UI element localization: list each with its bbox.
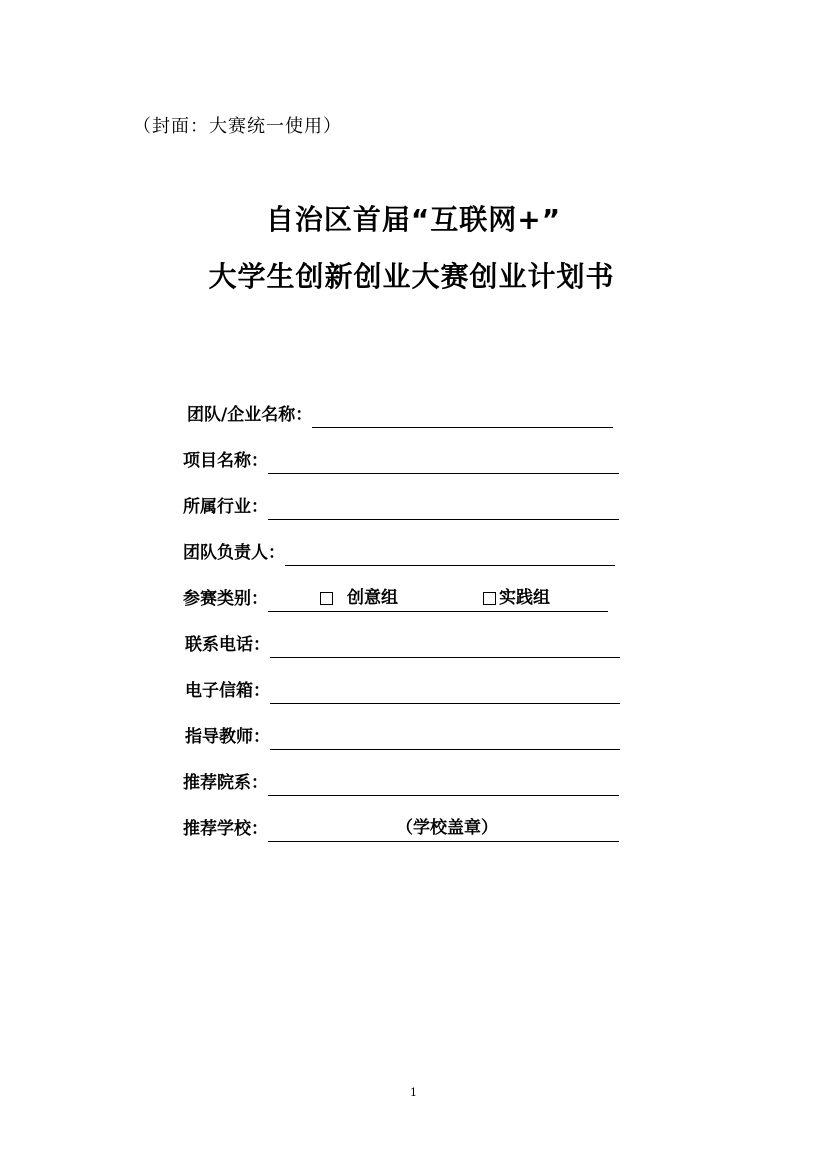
advisor-label: 指导教师： bbox=[185, 727, 270, 747]
page-number: 1 bbox=[410, 1086, 417, 1099]
field-industry bbox=[183, 492, 619, 520]
category-options bbox=[268, 587, 608, 612]
phone-input[interactable] bbox=[270, 633, 620, 658]
category-label: 参赛类别： bbox=[183, 589, 268, 609]
department-input[interactable] bbox=[268, 771, 619, 796]
school-label: 推荐学校： bbox=[183, 819, 268, 839]
industry-input[interactable] bbox=[268, 495, 619, 520]
document-title-line-2: 大学生创新创业大赛创业计划书 bbox=[208, 260, 615, 293]
cover-note: （封面：大赛统一使用） bbox=[133, 116, 342, 137]
field-team-name bbox=[187, 400, 613, 428]
advisor-input[interactable] bbox=[270, 725, 620, 750]
field-department bbox=[183, 768, 619, 796]
creative-group-checkbox[interactable] bbox=[320, 592, 333, 605]
email-label: 电子信箱： bbox=[185, 681, 270, 701]
practice-group-checkbox[interactable] bbox=[483, 592, 496, 605]
creative-group-label: 创意组 bbox=[347, 588, 398, 608]
team-leader-input[interactable] bbox=[285, 541, 615, 566]
field-team-leader bbox=[183, 538, 615, 566]
practice-group-label: 实践组 bbox=[499, 588, 550, 608]
document-title-line-1: 自治区首届“互联网+” bbox=[265, 203, 562, 236]
team-leader-label: 团队负责人： bbox=[183, 543, 285, 563]
field-project-name bbox=[183, 446, 619, 474]
email-input[interactable] bbox=[270, 679, 620, 704]
team-name-input[interactable] bbox=[312, 403, 613, 428]
school-input[interactable] bbox=[268, 817, 619, 842]
school-stamp-note: （学校盖章） bbox=[396, 818, 498, 838]
project-name-label: 项目名称： bbox=[183, 451, 268, 471]
field-school bbox=[183, 814, 619, 842]
industry-label: 所属行业： bbox=[183, 497, 268, 517]
field-phone bbox=[185, 630, 620, 658]
department-label: 推荐院系： bbox=[183, 773, 268, 793]
field-advisor bbox=[185, 722, 620, 750]
team-name-label: 团队/企业名称： bbox=[187, 405, 313, 425]
phone-label: 联系电话： bbox=[185, 635, 270, 655]
project-name-input[interactable] bbox=[268, 449, 619, 474]
field-category bbox=[183, 584, 608, 612]
field-email bbox=[185, 676, 620, 704]
